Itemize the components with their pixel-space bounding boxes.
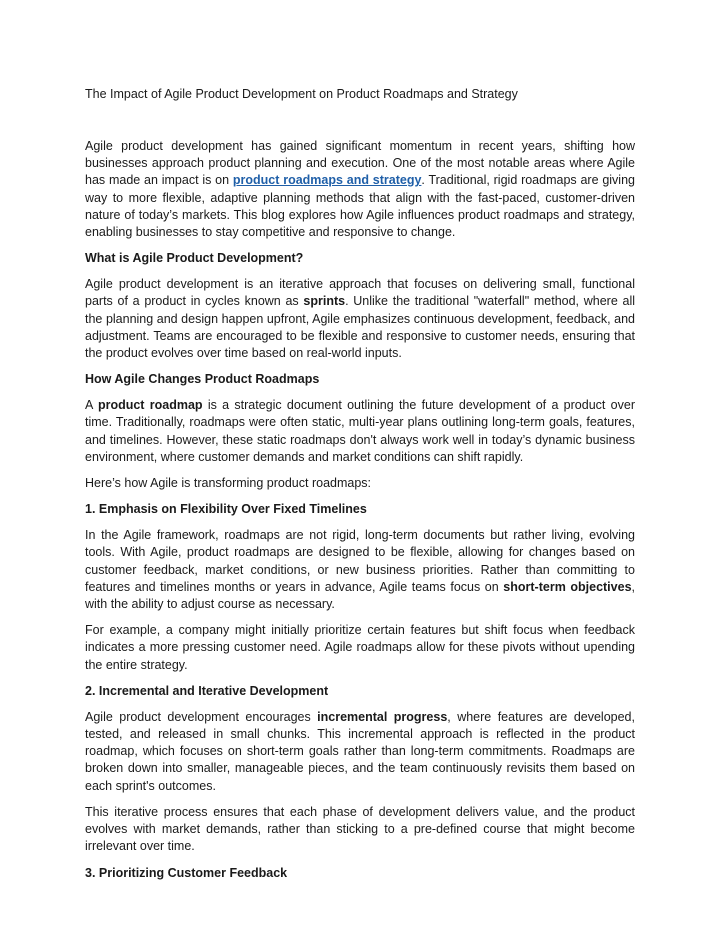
intro-text-start: Agile product development has gained significant momentum in recent years, shifting how businesses approach product planning and execution. One of the most notable areas where Agile has made an impact is on: [85, 139, 635, 188]
section-paragraph: Here’s how Agile is transforming product roadmaps:: [85, 476, 372, 491]
section-heading-customer-feedback: 3. Prioritizing Customer Feedback: [85, 865, 288, 880]
section-paragraph: This iterative process ensures that each phase of development delivers value, and the product evolves with market demands, rather than sticking to a pre-defined course that might become irrelevant over time.: [85, 804, 635, 854]
section-paragraph: [85, 397, 635, 466]
roadmaps-strategy-link[interactable]: product roadmaps and strategy: [232, 173, 422, 188]
text-run: A: [85, 398, 98, 413]
intro-text-end: . Traditional, rigid roadmaps are giving way to more flexible, adaptive planning methods that align with the fast-paced, customer-driven nature of today’s markets. This blog explores how Agile influences product roadmaps and strategy, enabling businesses to stay competitive and responsive to change.: [85, 173, 635, 240]
text-run: Agile product development encourages: [85, 709, 318, 724]
text-run: In the Agile framework, roadmaps are not rigid, long-term documents but rather living, evolving tools. With Agile, product roadmaps are designed to be flexible, allowing for changes based on customer feedback, market conditions, or new business priorities. Rather than committing to features and timelines months or years in advance, Agile teams focus on: [85, 528, 635, 594]
document-title: The Impact of Agile Product Development on Product Roadmaps and Strategy: [85, 87, 518, 101]
text-run: is a strategic document outlining the future development of a product over time. Traditionally, roadmaps were often static, multi-year plans outlining long-term goals, features, and timelines. However, these static roadmaps don't always work well in today’s dynamic business environment, where customer demands and market conditions can shift rapidly.: [85, 398, 635, 464]
text-run: Agile product development is an iterative approach that focuses on delivering small, functional parts of a product in cycles known as: [85, 277, 635, 309]
bold-term: sprints: [303, 294, 346, 309]
text-run: . Unlike the traditional "waterfall" method, where all the planning and design happen upfront, Agile emphasizes continuous development, feedback, and adjustment. Teams are encouraged to be flexible and responsive to customer needs, ensuring that the product evolves over time based on real-world inputs.: [85, 294, 636, 361]
section-paragraph: For example, a company might initially prioritize certain features but shift focus when feedback indicates a more pressing customer need. Agile roadmaps allow for these pivots without upending the entire strategy.: [85, 623, 635, 672]
bold-term: incremental progress: [317, 709, 448, 724]
bold-term: product roadmap: [97, 398, 203, 413]
section-heading-how-agile-changes: How Agile Changes Product Roadmaps: [85, 372, 320, 387]
intro-paragraph: [85, 138, 635, 241]
section-paragraph: [85, 709, 635, 795]
section-heading-flexibility: 1. Emphasis on Flexibility Over Fixed Timelines: [85, 502, 367, 517]
text-run: , with the ability to adjust course as necessary.: [85, 579, 636, 612]
section-paragraph: [85, 276, 635, 362]
bold-term: short-term objectives: [503, 579, 632, 594]
section-paragraph: [85, 527, 635, 613]
section-heading-incremental: 2. Incremental and Iterative Development: [85, 683, 329, 698]
text-run: , where features are developed, tested, and released in small chunks. This incremental approach is reflected in the product roadmap, which focuses on short-term goals rather than long-term commitments. Roadmaps are broken down into smaller, manageable pieces, and the team continuously revisits them based on each sprint's outcomes.: [85, 709, 635, 793]
section-heading-what-is-agile: What is Agile Product Development?: [85, 251, 304, 266]
